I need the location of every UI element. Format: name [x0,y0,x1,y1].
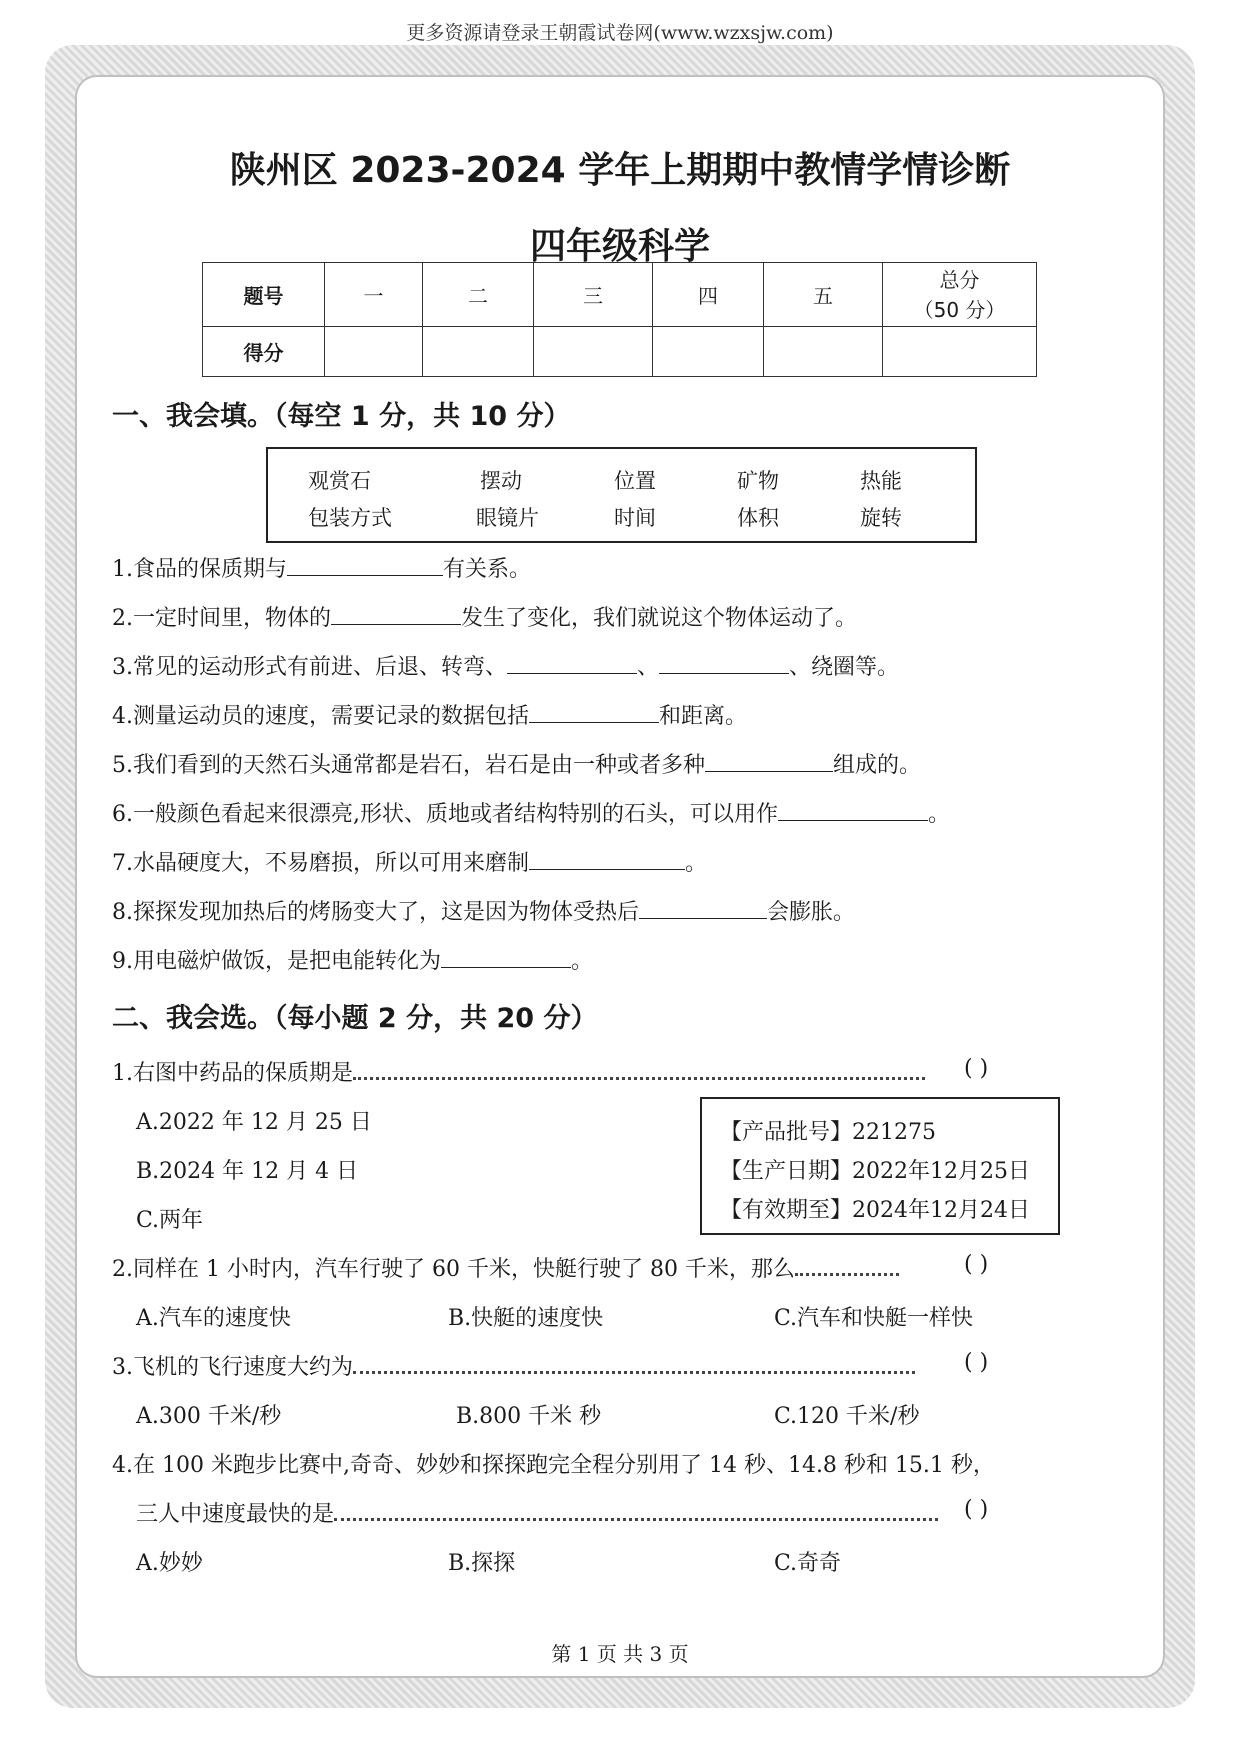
exam-subtitle: 四年级科学 [529,226,710,267]
fill-question [112,552,531,583]
word-item: 摆动 [480,469,522,493]
question-text: 发生了变化，我们就说这个物体运动了。 [461,606,858,631]
score-blank-cell [534,327,653,377]
answer-paren[interactable]: ( ) [964,1056,989,1081]
answer-blank[interactable] [529,847,685,870]
option-c[interactable]: C.奇奇 [774,1551,842,1576]
answer-blank[interactable] [331,602,461,625]
question-text: 。 [571,949,594,974]
header-note: 更多资源请登录王朝霞试卷网(www.wzxsjw.com) [406,22,834,44]
score-blank-cell [883,327,1037,377]
question-text: 3.飞机的飞行速度大约为 [112,1355,353,1380]
question-text: 1.食品的保质期与 [112,557,287,582]
score-header-cell: 三 [534,263,653,327]
score-header-cell: 题号 [203,263,325,327]
word-item: 眼镜片 [476,506,539,530]
word-item: 观赏石 [308,469,371,493]
option-b[interactable]: B.快艇的速度快 [448,1306,604,1331]
option-c[interactable]: C.120 千米/秒 [774,1404,920,1429]
score-table [202,262,1037,377]
question-text: 有关系。 [443,557,532,582]
fill-question [112,601,857,632]
fill-question [112,846,707,877]
choice-question-stem [112,1056,925,1087]
info-line: 【产品批号】221275 [720,1120,936,1145]
answer-blank[interactable] [441,945,571,968]
question-text: 3.常见的运动形式有前进、后退、转弯、 [112,655,507,680]
question-text: 三人中速度最快的是 [136,1502,335,1527]
score-total-label: 总分 [939,267,980,292]
score-total-points: （50 分） [913,297,1006,322]
medicine-label-box [700,1097,1060,1235]
score-header-cell: 四 [653,263,764,327]
answer-blank[interactable] [507,651,637,674]
word-item: 热能 [860,469,902,493]
info-line: 【有效期至】2024年12月24日 [720,1198,1030,1223]
question-text: 6.一般颜色看起来很漂亮,形状、质地或者结构特别的石头，可以用作 [112,802,778,827]
question-text: 7.水晶硬度大，不易磨损，所以可用来磨制 [112,851,529,876]
info-line: 【生产日期】2022年12月25日 [720,1159,1030,1184]
answer-blank[interactable] [705,749,833,772]
choice-question-stem [136,1497,938,1528]
answer-blank[interactable] [287,553,443,576]
word-item: 矿物 [737,469,779,493]
question-text: 2.同样在 1 小时内，汽车行驶了 60 千米，快艇行驶了 80 千米，那么 [112,1257,795,1282]
option-b[interactable]: B.2024 年 12 月 4 日 [136,1159,359,1184]
question-text: 4.测量运动员的速度，需要记录的数据包括 [112,704,529,729]
question-text: 。 [928,802,951,827]
question-text: 2.一定时间里，物体的 [112,606,331,631]
option-a[interactable]: A.妙妙 [136,1551,203,1576]
score-header-cell: 一 [325,263,423,327]
score-blank-cell [764,327,883,377]
score-header-cell: 五 [764,263,883,327]
question-text: 8.探探发现加热后的烤肠变大了，这是因为物体受热后 [112,900,639,925]
question-text: 、绕圈等。 [789,655,900,680]
option-c[interactable]: C.两年 [136,1208,204,1233]
option-c[interactable]: C.汽车和快艇一样快 [774,1306,974,1331]
fill-question [112,944,593,975]
score-blank-cell [325,327,423,377]
score-row-label: 得分 [203,327,325,377]
fill-question [112,748,921,779]
option-a[interactable]: A.汽车的速度快 [136,1306,291,1331]
answer-paren[interactable]: ( ) [964,1252,989,1277]
question-text: 。 [685,851,708,876]
answer-paren[interactable]: ( ) [964,1497,989,1522]
answer-blank[interactable] [659,651,789,674]
question-text: 会膨胀。 [767,900,856,925]
question-text: 5.我们看到的天然石头通常都是岩石，岩石是由一种或者多种 [112,753,705,778]
option-b[interactable]: B.探探 [448,1551,516,1576]
word-item: 包装方式 [308,506,392,530]
question-text: 、 [637,655,660,680]
leader-dots [795,1257,899,1276]
fill-question [112,650,899,681]
option-a[interactable]: A.2022 年 12 月 25 日 [136,1110,372,1135]
answer-blank[interactable] [529,700,659,723]
option-b[interactable]: B.800 千米 秒 [456,1404,602,1429]
leader-dots [353,1355,915,1374]
fill-question [112,699,747,730]
fill-question [112,797,950,828]
score-blank-cell [653,327,764,377]
leader-dots [353,1061,925,1080]
word-item: 时间 [614,506,656,530]
choice-question-stem: 4.在 100 米跑步比赛中,奇奇、妙妙和探探跑完全程分别用了 14 秒、14.8 秒和 15.1 秒， [112,1453,995,1478]
word-bank [266,447,977,543]
fill-question [112,895,855,926]
score-blank-cell [423,327,534,377]
exam-title: 陕州区 2023-2024 学年上期期中教情学情诊断 [229,150,1011,191]
score-total-cell [883,263,1037,327]
choice-question-stem [112,1350,915,1381]
answer-paren[interactable]: ( ) [964,1350,989,1375]
question-text: 1.右图中药品的保质期是 [112,1061,353,1086]
choice-question-stem [112,1252,899,1283]
question-text: 组成的。 [833,753,922,778]
question-text: 9.用电磁炉做饭，是把电能转化为 [112,949,441,974]
leader-dots [334,1502,938,1521]
answer-blank[interactable] [639,896,767,919]
page-footer: 第 1 页 共 3 页 [551,1642,689,1666]
section1-title: 一、我会填。（每空 1 分，共 10 分） [112,401,571,432]
section2-title: 二、我会选。（每小题 2 分，共 20 分） [112,1003,598,1034]
score-header-cell: 二 [423,263,534,327]
word-item: 体积 [737,506,779,530]
word-item: 位置 [614,469,656,493]
word-item: 旋转 [860,506,902,530]
option-a[interactable]: A.300 千米/秒 [136,1404,282,1429]
answer-blank[interactable] [778,798,928,821]
question-text: 和距离。 [659,704,748,729]
